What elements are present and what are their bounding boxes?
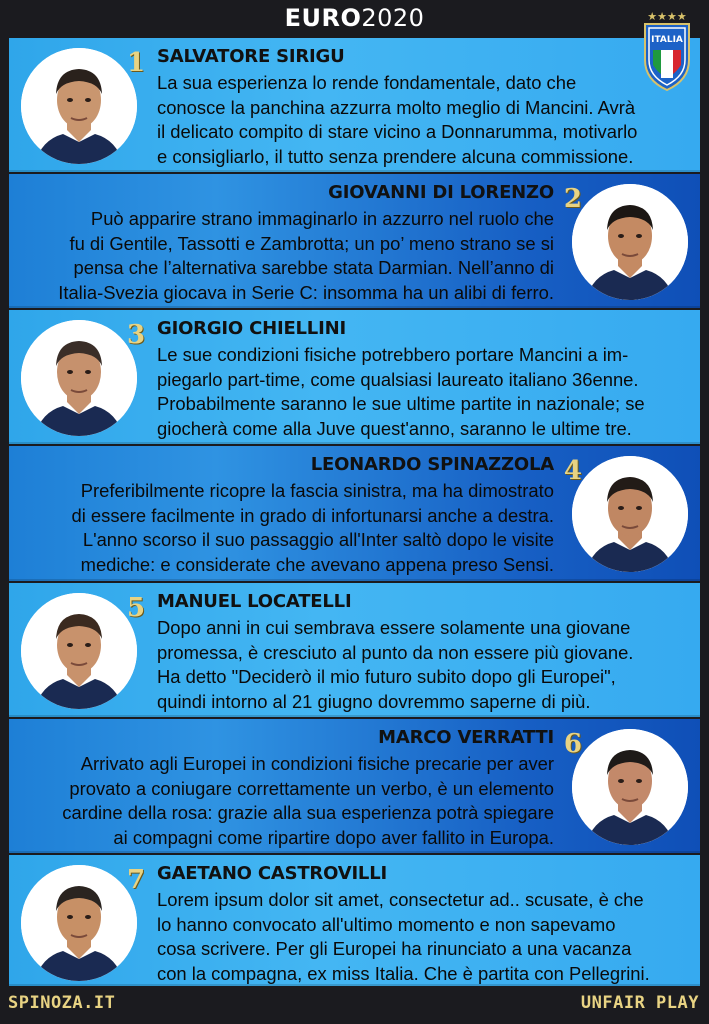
- player-name: MARCO VERRATTI: [378, 727, 554, 748]
- player-number: 3: [127, 320, 146, 350]
- player-name: GAETANO CASTROVILLI: [157, 863, 387, 884]
- player-number: 6: [563, 729, 582, 759]
- description-line: promessa, è cresciuto al punto da non essere più giovane.: [157, 641, 634, 663]
- player-number: 2: [563, 184, 582, 214]
- badge-text: ITALIA: [651, 35, 683, 45]
- description-line: conosce la panchina azzurra molto meglio di Mancini. Avrà: [157, 96, 636, 118]
- description-line: quindi intorno al 21 giugno dovremmo saperne di più.: [157, 690, 591, 712]
- logo-euro: EURO: [284, 4, 362, 32]
- description-line: giocherà come alla Juve quest'anno, saranno le ultime tre.: [157, 417, 632, 439]
- player-description: [14, 752, 554, 850]
- description-line: provato a coniugare correttamente un verbo, è un elemento: [69, 777, 554, 799]
- player-list: [9, 38, 700, 986]
- badge-stars: ★★★★: [647, 10, 687, 23]
- player-photo: [21, 593, 137, 709]
- player-photo: [21, 48, 137, 164]
- player-description: [14, 207, 554, 305]
- description-line: Le sue condizioni fisiche potrebbero portare Mancini a im-: [157, 344, 629, 365]
- description-line: Dopo anni in cui sembrava essere solamente una giovane: [157, 617, 631, 638]
- description-line: Ha detto "Deciderò il mio futuro subito dopo gli Europei",: [157, 666, 616, 687]
- player-photo: [21, 320, 137, 436]
- description-line: fu di Gentile, Tassotti e Zambrotta; un po’ meno strano se si: [69, 232, 554, 254]
- description-line: Preferibilmente ricopre la fascia sinistra, ma ha dimostrato: [80, 480, 554, 501]
- player-name: LEONARDO SPINAZZOLA: [310, 454, 554, 475]
- player-card: [9, 446, 700, 581]
- player-number: 7: [127, 865, 146, 895]
- footer-section: UNFAIR PLAY: [580, 993, 699, 1013]
- player-description: [157, 888, 697, 986]
- description-line: con la compagna, ex miss Italia. Che è partita con Pellegrini.: [157, 962, 650, 984]
- player-number: 5: [127, 593, 146, 623]
- euro2020-logo: [285, 4, 425, 32]
- description-line: mediche: e considerate che avevano appena preso Sensi.: [80, 553, 554, 575]
- description-line: Lorem ipsum dolor sit amet, consectetur ad.. scusate, è che: [157, 889, 644, 910]
- header: [0, 0, 709, 38]
- player-number: 1: [127, 48, 146, 78]
- description-line: Arrivato agli Europei in condizioni fisiche precarie per aver: [80, 753, 554, 774]
- figc-italia-badge-icon: [639, 8, 695, 92]
- player-name: MANUEL LOCATELLI: [157, 591, 352, 612]
- player-card: [9, 583, 700, 717]
- description-line: lo hanno convocato all'ultimo momento e non sapevamo: [157, 913, 616, 935]
- player-name: GIOVANNI DI LORENZO: [328, 182, 554, 203]
- player-card: [9, 38, 700, 172]
- player-photo: [21, 865, 137, 981]
- description-line: Può apparire strano immaginarlo in azzurro nel ruolo che: [90, 208, 554, 229]
- description-line: Probabilmente saranno le sue ultime partite in nazionale; se: [157, 393, 645, 414]
- description-line: e consigliarlo, il tutto senza prendere alcuna commissione.: [157, 145, 634, 167]
- player-card: [9, 310, 700, 444]
- description-line: ai compagni come ripartire dopo aver fallito in Europa.: [113, 826, 554, 848]
- description-line: La sua esperienza lo rende fondamentale, dato che: [157, 72, 577, 93]
- description-line: L'anno scorso il suo passaggio all'Inter saltò dopo le visite: [82, 529, 554, 550]
- description-line: pensa che l’alternativa sarebbe stata Darmian. Nell’anno di: [73, 257, 554, 278]
- description-line: di essere facilmente in grado di infortunarsi anche a destra.: [71, 504, 554, 526]
- player-photo: [572, 729, 688, 845]
- description-line: piegarlo part-time, come qualsiasi laureato italiano 36enne.: [157, 368, 639, 390]
- player-description: [157, 616, 697, 714]
- logo-year: 2020: [361, 4, 425, 32]
- player-number: 4: [563, 456, 582, 486]
- player-description: [157, 343, 697, 441]
- player-description: [14, 479, 554, 577]
- player-photo: [572, 184, 688, 300]
- player-description: [157, 71, 697, 169]
- description-line: cosa scrivere. Per gli Europei ha rinunciato a una vacanza: [157, 938, 632, 959]
- player-photo: [572, 456, 688, 572]
- player-name: SALVATORE SIRIGU: [157, 46, 345, 67]
- player-card: [9, 719, 700, 853]
- player-name: GIORGIO CHIELLINI: [157, 318, 346, 339]
- player-card: [9, 174, 700, 308]
- description-line: Italia-Svezia giocava in Serie C: insomma ha un alibi di ferro.: [58, 281, 554, 303]
- footer-site: SPINOZA.IT: [8, 993, 116, 1013]
- player-card: [9, 855, 700, 986]
- description-line: cardine della rosa: grazie alla sua esperienza potrà spiegare: [62, 802, 554, 823]
- description-line: il delicato compito di stare vicino a Donnarumma, motivarlo: [157, 121, 638, 142]
